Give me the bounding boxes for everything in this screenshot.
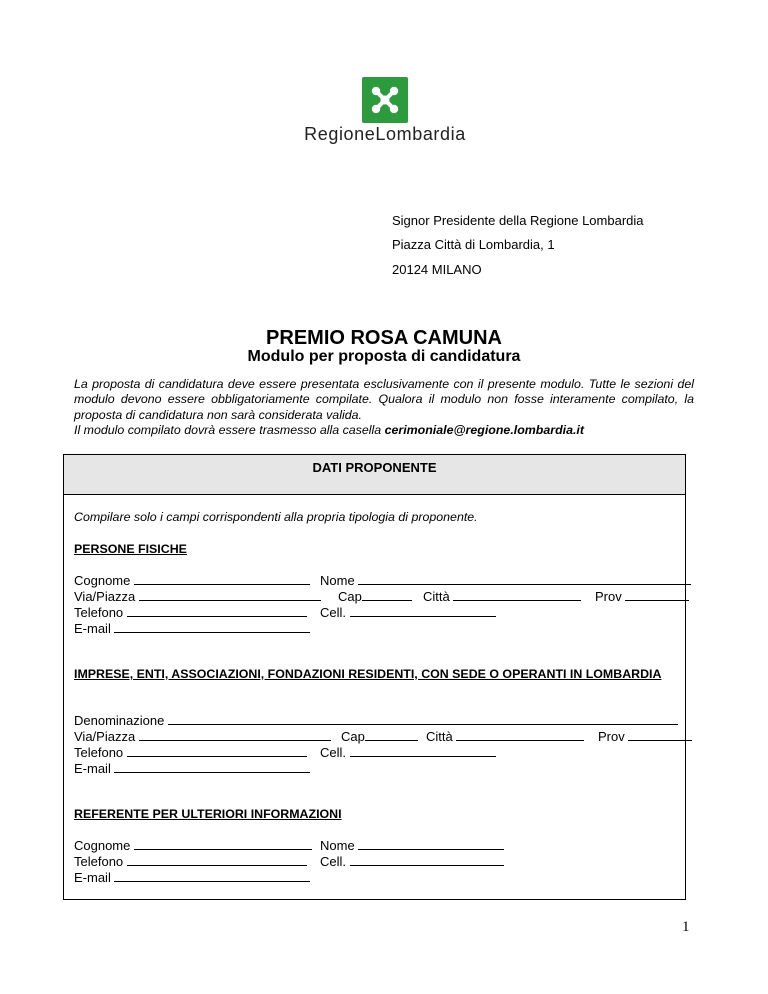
persone-citta-field[interactable] (423, 588, 581, 604)
nome-label: Nome (320, 838, 355, 853)
telefono-line[interactable] (127, 604, 307, 617)
citta-line[interactable] (453, 588, 581, 601)
prov-line[interactable] (628, 728, 692, 741)
form-note: Compilare solo i campi corrispondenti alla propria tipologia di proponente. (74, 510, 478, 524)
citta-line[interactable] (456, 728, 584, 741)
cap-line[interactable] (362, 588, 412, 601)
telefono-label: Telefono (74, 605, 124, 620)
email-label: E-mail (74, 761, 111, 776)
cell-line[interactable] (350, 853, 504, 866)
cognome-label: Cognome (74, 573, 131, 588)
persone-prov-field[interactable] (595, 588, 689, 604)
via-line[interactable] (139, 728, 331, 741)
email-line[interactable] (114, 869, 310, 882)
section-imprese: IMPRESE, ENTI, ASSOCIAZIONI, FONDAZIONI RESIDENTI, CON SEDE O OPERANTI IN LOMBARDIA (74, 667, 662, 681)
persone-via-field[interactable] (74, 588, 321, 604)
cell-line[interactable] (350, 744, 496, 757)
cell-label: Cell. (320, 745, 347, 760)
imprese-cell-field[interactable] (320, 744, 496, 760)
via-line[interactable] (139, 588, 321, 601)
citta-label: Città (426, 729, 453, 744)
prov-line[interactable] (625, 588, 689, 601)
citta-label: Città (423, 589, 450, 604)
intro-text: La proposta di candidatura deve essere presentata esclusivamente con il presente modulo. Tutte le sezioni del modulo devono essere obbligatoriamente compilate. Qualora il modulo non fosse interamente compilato, la proposta di candidatura non sarà considerata valida. (74, 377, 694, 422)
referente-nome-field[interactable] (320, 837, 504, 853)
imprese-cap-field[interactable] (341, 728, 418, 744)
persone-cognome-field[interactable] (74, 572, 310, 588)
imprese-telefono-field[interactable] (74, 744, 307, 760)
persone-email-field[interactable] (74, 620, 310, 636)
via-label: Via/Piazza (74, 589, 136, 604)
telefono-label: Telefono (74, 745, 124, 760)
persone-cap-field[interactable] (338, 588, 412, 604)
address-line-1: Signor Presidente della Regione Lombardia (392, 213, 644, 228)
email-label: E-mail (74, 621, 111, 636)
referente-email-field[interactable] (74, 869, 310, 885)
via-label: Via/Piazza (74, 729, 136, 744)
intro-paragraph (74, 377, 694, 439)
prov-label: Prov (598, 729, 625, 744)
telefono-label: Telefono (74, 854, 124, 869)
cognome-label: Cognome (74, 838, 131, 853)
cap-label: Cap (338, 589, 362, 604)
email-line[interactable] (114, 620, 310, 633)
referente-telefono-field[interactable] (74, 853, 307, 869)
regione-lombardia-logo-icon (362, 77, 408, 123)
cell-label: Cell. (320, 605, 347, 620)
email-label: E-mail (74, 870, 111, 885)
nome-line[interactable] (358, 572, 691, 585)
cap-line[interactable] (365, 728, 418, 741)
persone-nome-field[interactable] (320, 572, 691, 588)
section-persone-fisiche: PERSONE FISICHE (74, 542, 187, 556)
section-referente: REFERENTE PER ULTERIORI INFORMAZIONI (74, 807, 342, 821)
nome-line[interactable] (358, 837, 504, 850)
cognome-line[interactable] (134, 572, 310, 585)
cell-line[interactable] (350, 604, 496, 617)
nome-label: Nome (320, 573, 355, 588)
telefono-line[interactable] (127, 744, 307, 757)
denominazione-line[interactable] (168, 712, 678, 725)
referente-cognome-field[interactable] (74, 837, 312, 853)
cell-label: Cell. (320, 854, 347, 869)
imprese-prov-field[interactable] (598, 728, 692, 744)
persone-telefono-field[interactable] (74, 604, 307, 620)
imprese-via-field[interactable] (74, 728, 331, 744)
cognome-line[interactable] (134, 837, 312, 850)
contact-email-link[interactable]: cerimoniale@regione.lombardia.it (384, 423, 584, 438)
referente-cell-field[interactable] (320, 853, 504, 869)
page-subtitle: Modulo per proposta di candidatura (247, 348, 521, 365)
dati-proponente-header: DATI PROPONENTE (64, 455, 685, 495)
telefono-line[interactable] (127, 853, 307, 866)
address-line-2: Piazza Città di Lombardia, 1 (392, 237, 555, 252)
page-number: 1 (682, 919, 690, 935)
email-line[interactable] (114, 760, 310, 773)
persone-cell-field[interactable] (320, 604, 496, 620)
brand-name: RegioneLombardia (304, 124, 466, 144)
imprese-denominazione-field[interactable] (74, 712, 678, 728)
imprese-citta-field[interactable] (426, 728, 584, 744)
imprese-email-field[interactable] (74, 760, 310, 776)
page-title: PREMIO ROSA CAMUNA (266, 327, 502, 349)
denominazione-label: Denominazione (74, 713, 165, 728)
prov-label: Prov (595, 589, 622, 604)
address-line-3: 20124 MILANO (392, 262, 482, 277)
cap-label: Cap (341, 729, 365, 744)
intro-email-prefix: Il modulo compilato dovrà essere trasmesso alla casella (74, 423, 385, 438)
